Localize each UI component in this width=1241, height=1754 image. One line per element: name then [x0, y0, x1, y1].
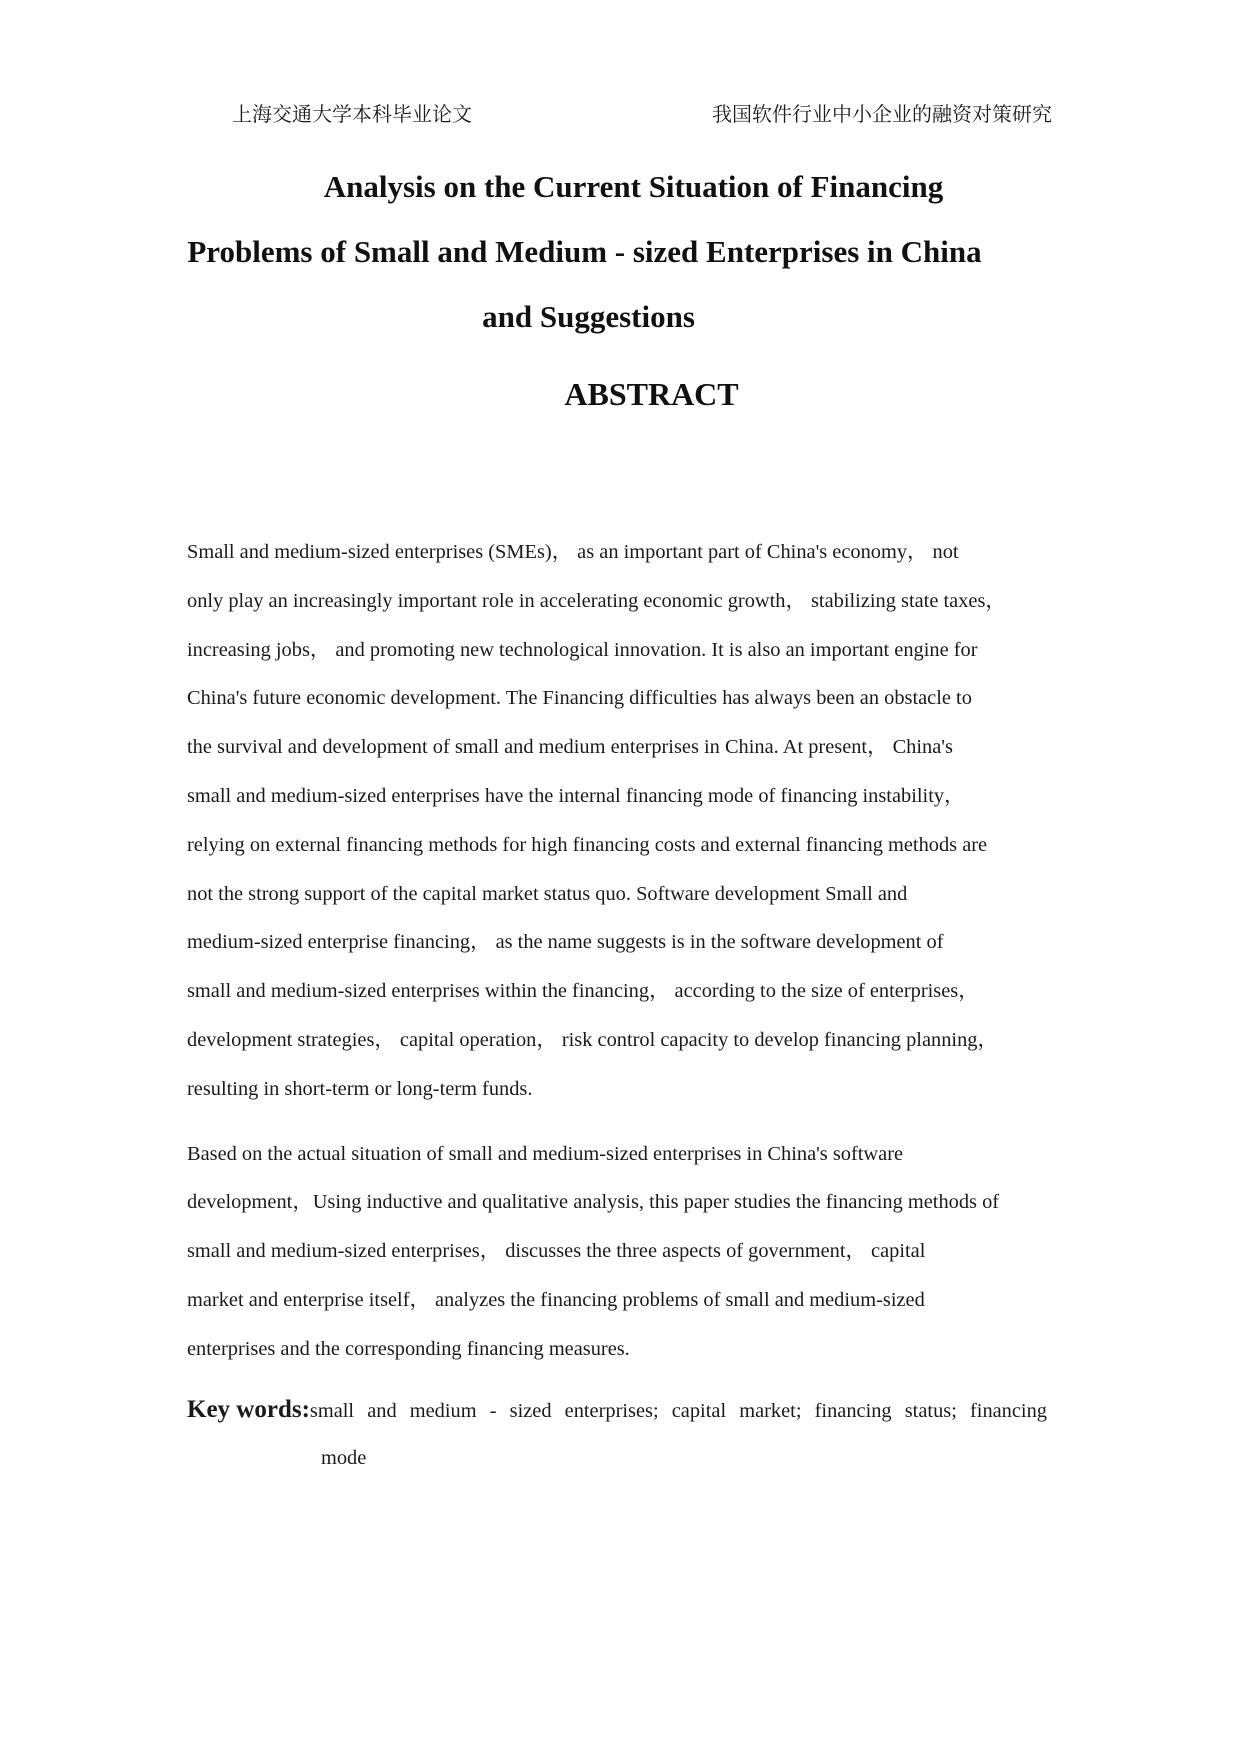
- keywords-label: Key words:: [187, 1396, 310, 1423]
- header-thesis-title: 我国软件行业中小企业的融资对策研究: [712, 102, 1052, 126]
- keywords-text: small and medium - sized enterprises; capital market; financing status; financing: [309, 1400, 1047, 1422]
- abstract-line: market and enterprise itself， analyzes the financing problems of small and medium-sized: [187, 1288, 925, 1311]
- running-header: [232, 98, 1052, 130]
- abstract-line: small and medium-sized enterprises， discusses the three aspects of government， capital: [187, 1240, 926, 1263]
- abstract-paragraph: [187, 1130, 1062, 1374]
- header-university-label: 上海交通大学本科毕业论文: [232, 102, 472, 126]
- abstract-line: medium-sized enterprise financing， as the name suggests is in the software development of: [187, 931, 944, 954]
- abstract-line: relying on external financing methods for high financing costs and external financing methods are: [187, 833, 988, 856]
- paper-title: [160, 154, 1081, 349]
- abstract-line: enterprises and the corresponding financing measures.: [187, 1337, 630, 1360]
- keywords-text-continued: mode: [321, 1447, 367, 1469]
- keywords-section: [187, 1386, 1047, 1482]
- abstract-line: Based on the actual situation of small and medium-sized enterprises in China's software: [187, 1142, 904, 1165]
- keywords-row: [187, 1386, 1047, 1434]
- title-line: Analysis on the Current Situation of Financing: [323, 169, 944, 204]
- title-line: and Suggestions: [482, 299, 695, 334]
- abstract-body: [187, 528, 1062, 1374]
- abstract-heading: ABSTRACT: [564, 376, 739, 412]
- abstract-line: Small and medium-sized enterprises (SMEs)， as an important part of China's economy， not: [187, 541, 959, 563]
- abstract-line: increasing jobs， and promoting new technological innovation. It is also an important engine for: [187, 638, 978, 661]
- paragraph-spacer: [187, 1114, 1062, 1130]
- abstract-line: not the strong support of the capital market status quo. Software development Small and: [187, 882, 908, 905]
- abstract-line: the survival and development of small and medium enterprises in China. At present， China's: [187, 736, 953, 759]
- abstract-line: small and medium-sized enterprises within the financing， according to the size of enterprises，: [187, 980, 979, 1003]
- abstract-line: small and medium-sized enterprises have the internal financing mode of financing instability，: [187, 784, 965, 807]
- abstract-line: only play an increasingly important role in accelerating economic growth， stabilizing state taxes，: [187, 589, 1006, 612]
- title-line: Problems of Small and Medium - sized Enterprises in China: [187, 234, 982, 269]
- abstract-line: development，Using inductive and qualitative analysis, this paper studies the financing methods of: [187, 1191, 1000, 1214]
- abstract-line: China's future economic development. The Financing difficulties has always been an obstacle to: [187, 687, 972, 710]
- abstract-line: development strategies， capital operation， risk control capacity to develop financing planning，: [187, 1028, 998, 1051]
- abstract-line: resulting in short-term or long-term funds.: [187, 1077, 533, 1100]
- abstract-paragraph: [187, 528, 1062, 1114]
